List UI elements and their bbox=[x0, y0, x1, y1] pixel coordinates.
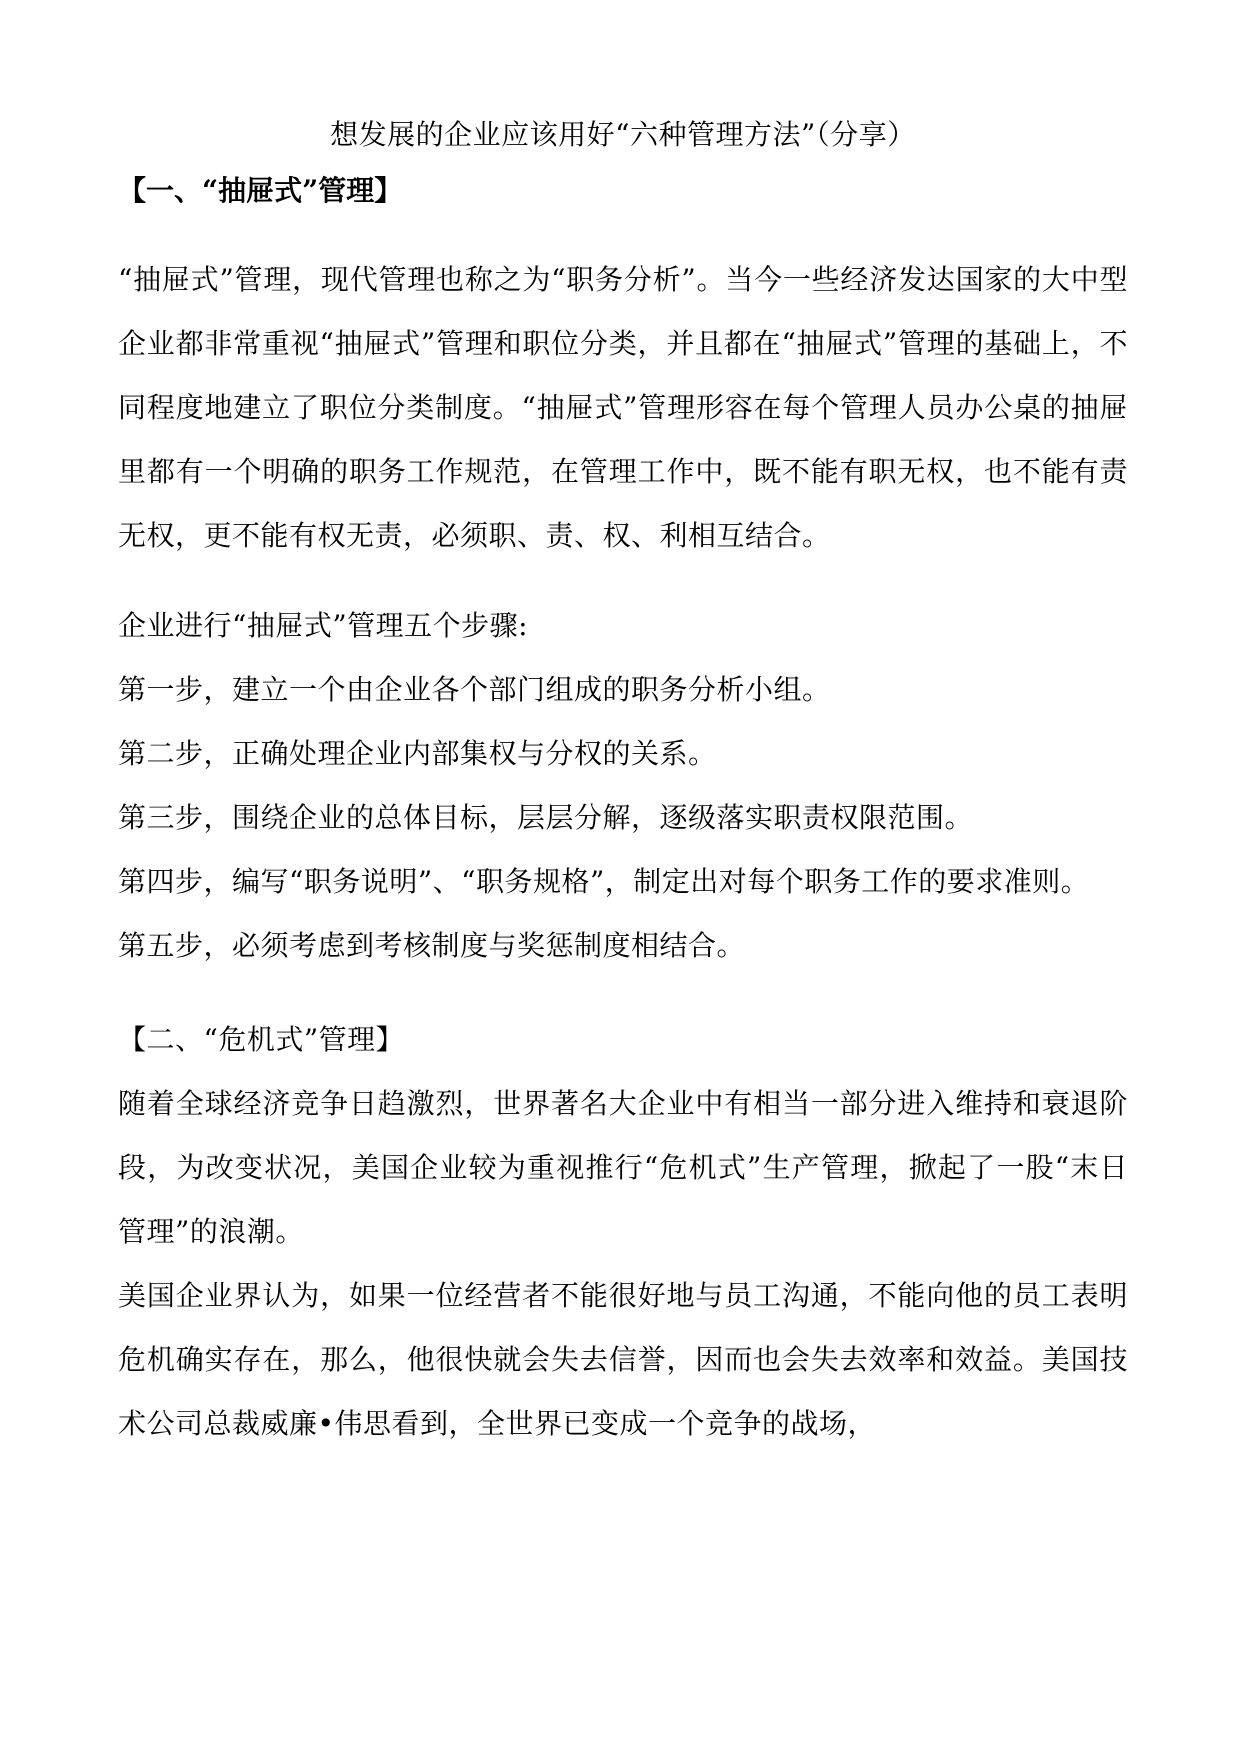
step-item: 第四步，编写“职务说明”、“职务规格”，制定出对每个职务工作的要求准则。 bbox=[118, 865, 1090, 898]
step-item: 第三步，围绕企业的总体目标，层层分解，逐级落实职责权限范围。 bbox=[118, 801, 974, 834]
step-item: 第一步，建立一个由企业各个部门组成的职务分析小组。 bbox=[118, 673, 831, 706]
paragraph-crisis-detail: 美国企业界认为，如果一位经营者不能很好地与员工沟通，不能向他的员工表明危机确实存在，那么，他很快就会失去信誉，因而也会失去效率和效益。美国技术公司总裁威廉•伟思看到，全世界已变成一个竞争的战场， bbox=[118, 1279, 1128, 1440]
section-heading-drawer-management: 【一、“抽屉式”管理】 bbox=[118, 174, 403, 207]
document-page bbox=[118, 118, 1128, 1456]
paragraph-crisis-intro: 随着全球经济竞争日趋激烈，世界著名大企业中有相当一部分进入维持和衰退阶段，为改变状况，美国企业较为重视推行“危机式”生产管理，掀起了一股“末日管理”的浪潮。 bbox=[118, 1087, 1128, 1248]
step-item: 第五步，必须考虑到考核制度与奖惩制度相结合。 bbox=[118, 929, 746, 962]
step-item: 第二步，正确处理企业内部集权与分权的关系。 bbox=[118, 737, 717, 770]
document-title: 想发展的企业应该用好“六种管理方法”（分享） bbox=[330, 118, 916, 151]
steps-intro: 企业进行“抽屉式”管理五个步骤: bbox=[118, 609, 529, 642]
paragraph-drawer-intro: “抽屉式”管理，现代管理也称之为“职务分析”。当今一些经济发达国家的大中型企业都非常重视“抽屉式”管理和职位分类，并且都在“抽屉式”管理的基础上，不同程度地建立了职位分类制度。“抽屉式”管理形容在每个管理人员办公桌的抽屉里都有一个明确的职务工作规范，在管理工作中，既不能有职无权，也不能有责无权，更不能有权无责，必须职、责、权、利相互结合。 bbox=[118, 263, 1128, 552]
section-heading-crisis-management: 【二、“危机式”管理】 bbox=[118, 1023, 405, 1056]
